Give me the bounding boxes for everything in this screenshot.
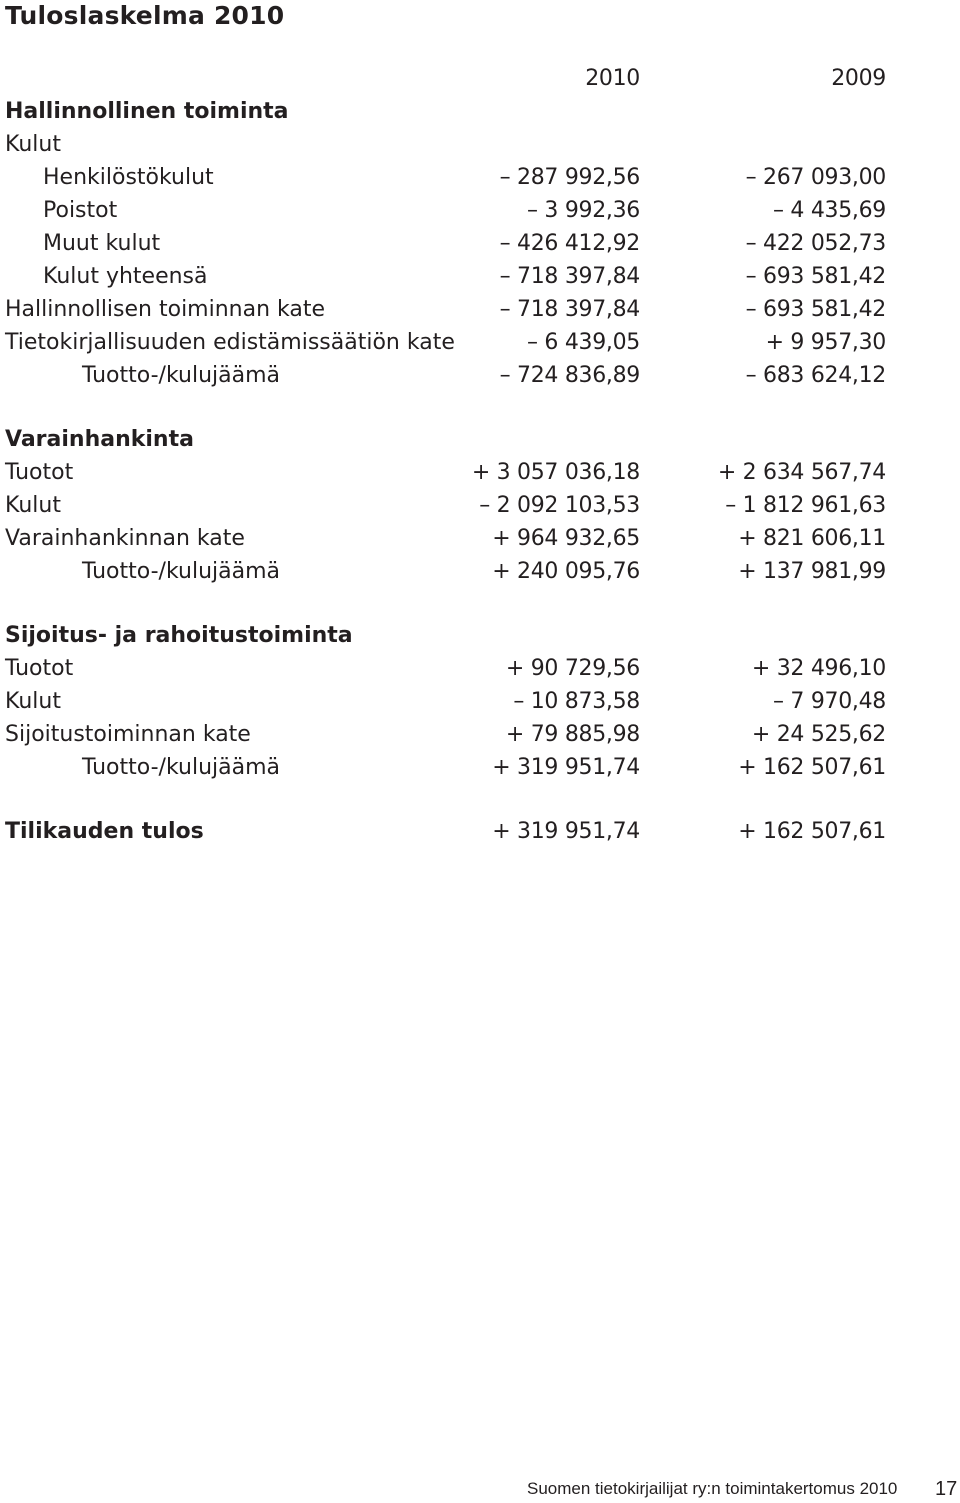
column-header-2010: 2010 (585, 66, 640, 91)
value-2010: – 2 092 103,53 (479, 493, 640, 518)
result-row: Tuotto-/kulujäämä + 240 095,76 + 137 981,99 (5, 555, 890, 588)
value-2009: – 693 581,42 (745, 297, 886, 322)
value-2009: + 821 606,11 (738, 526, 886, 551)
value-2010: + 319 951,74 (492, 755, 640, 780)
result-row: Tuotto-/kulujäämä + 319 951,74 + 162 507,61 (5, 751, 890, 784)
section-heading-administration: Hallinnollinen toiminta (5, 99, 289, 124)
table-row: Muut kulut – 426 412,92 – 422 052,73 (5, 227, 890, 260)
section-heading-investment: Sijoitus- ja rahoitustoiminta (5, 623, 353, 648)
page-title: Tuloslaskelma 2010 (5, 1, 285, 30)
table-row: Varainhankinnan kate + 964 932,65 + 821 606,11 (5, 522, 890, 555)
value-2009: + 9 957,30 (765, 330, 886, 355)
value-2010: – 718 397,84 (499, 264, 640, 289)
result-row: Tuotto-/kulujäämä – 724 836,89 – 683 624,12 (5, 359, 890, 392)
value-2009: – 4 435,69 (773, 198, 886, 223)
value-2009: + 32 496,10 (751, 656, 886, 681)
section-heading-fundraising: Varainhankinta (5, 427, 194, 452)
column-header-row (5, 62, 890, 95)
value-2010: – 287 992,56 (499, 165, 640, 190)
value-2009: – 267 093,00 (745, 165, 886, 190)
value-2010: + 3 057 036,18 (471, 460, 640, 485)
value-2010: – 426 412,92 (499, 231, 640, 256)
value-2010: + 90 729,56 (505, 656, 640, 681)
value-2009: – 7 970,48 (773, 689, 886, 714)
value-2009: + 162 507,61 (738, 819, 886, 844)
footer-text: Suomen tietokirjailijat ry:n toimintakertomus 2010 (527, 1479, 898, 1498)
table-row: Tuotot + 3 057 036,18 + 2 634 567,74 (5, 456, 890, 489)
value-2009: – 422 052,73 (745, 231, 886, 256)
table-row: Kulut – 10 873,58 – 7 970,48 (5, 685, 890, 718)
section-spacer (5, 784, 890, 815)
value-2010: + 964 932,65 (492, 526, 640, 551)
table-row: Kulut – 2 092 103,53 – 1 812 961,63 (5, 489, 890, 522)
page-number: 17 (935, 1478, 958, 1500)
value-2009: + 2 634 567,74 (717, 460, 886, 485)
column-header-2009: 2009 (831, 66, 886, 91)
value-2009: – 683 624,12 (745, 363, 886, 388)
table-row: Tietokirjallisuuden edistämissäätiön kate – 6 439,05 + 9 957,30 (5, 326, 890, 359)
value-2010: – 10 873,58 (513, 689, 640, 714)
value-2009: + 162 507,61 (738, 755, 886, 780)
section-spacer (5, 588, 890, 619)
value-2010: – 6 439,05 (527, 330, 640, 355)
section-spacer (5, 392, 890, 423)
total-result-row: Tilikauden tulos + 319 951,74 + 162 507,61 (5, 815, 890, 848)
value-2010: – 3 992,36 (527, 198, 640, 223)
table-row: Henkilöstökulut – 287 992,56 – 267 093,00 (5, 161, 890, 194)
table-row: Kulut yhteensä – 718 397,84 – 693 581,42 (5, 260, 890, 293)
value-2010: – 724 836,89 (499, 363, 640, 388)
table-row: Hallinnollisen toiminnan kate – 718 397,84 – 693 581,42 (5, 293, 890, 326)
income-statement (5, 62, 890, 848)
value-2010: + 240 095,76 (492, 559, 640, 584)
group-heading-expenses: Kulut (5, 132, 61, 157)
value-2009: + 137 981,99 (738, 559, 886, 584)
table-row: Sijoitustoiminnan kate + 79 885,98 + 24 525,62 (5, 718, 890, 751)
value-2009: – 1 812 961,63 (725, 493, 886, 518)
value-2009: + 24 525,62 (751, 722, 886, 747)
table-row: Poistot – 3 992,36 – 4 435,69 (5, 194, 890, 227)
table-row: Tuotot + 90 729,56 + 32 496,10 (5, 652, 890, 685)
value-2010: + 79 885,98 (505, 722, 640, 747)
value-2010: – 718 397,84 (499, 297, 640, 322)
value-2009: – 693 581,42 (745, 264, 886, 289)
value-2010: + 319 951,74 (492, 819, 640, 844)
